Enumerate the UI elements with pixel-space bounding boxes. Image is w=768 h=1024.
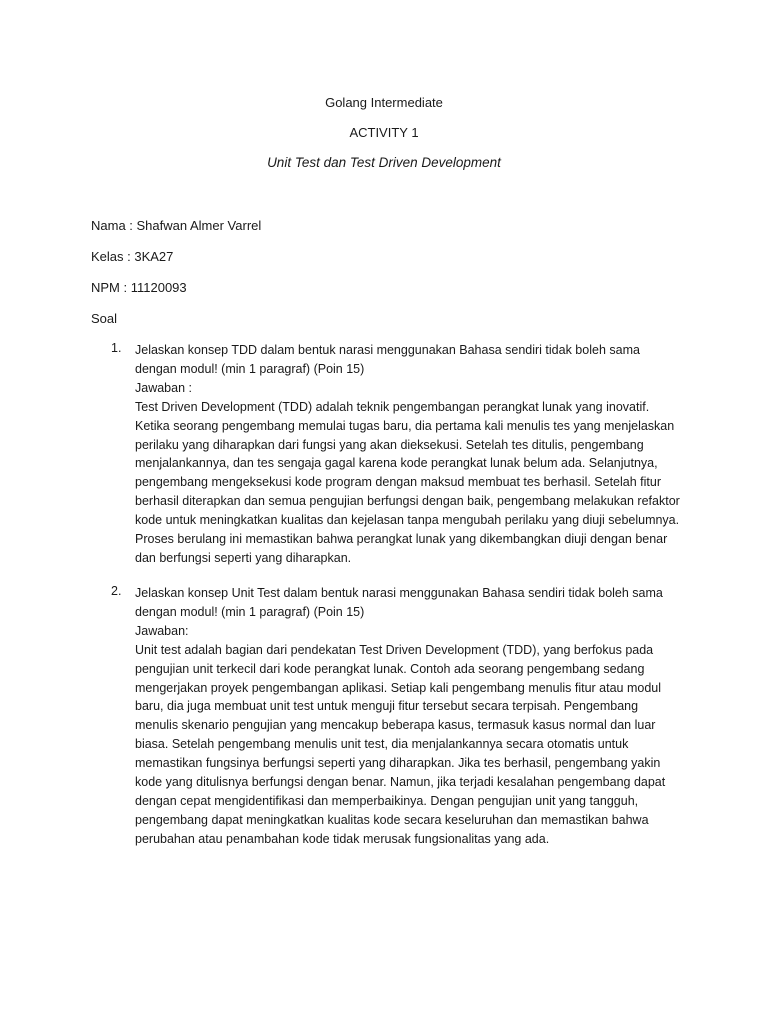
question-body	[135, 341, 683, 568]
question-number: 1.	[111, 341, 122, 355]
answer-text: Unit test adalah bagian dari pendekatan Test Driven Development (TDD), yang berfokus pada pengujian unit terkecil dari kode perangkat lunak. Contoh ada seorang pengembang sedang mengerjakan proyek pengembangan aplikasi. Setiap kali pengembang menulis fitur atau modul baru, dia juga membuat unit test untuk menguji fitur tersebut secara terpisah. Pengembang menulis skenario pengujian yang mencakup beberapa kasus, termasuk kasus normal dan luar biasa. Setelah pengembang menulis unit test, dia menjalankannya secara otomatis untuk memastikan fungsinya berfungsi seperti yang diharapkan. Jika tes berhasil, pengembang yakin kode yang ditulisnya berfungsi dengan benar. Namun, jika terjadi kesalahan pengembang dapat dengan cepat mengidentifikasi dan memperbaikinya. Dengan pengujian unit yang tangguh, pengembang dapat meningkatkan kualitas kode secara keseluruhan dan memastikan bahwa perubahan atau penambahan kode tidak merusak fungsionalitas yang ada.	[135, 642, 666, 846]
question-prompt: Jelaskan konsep TDD dalam bentuk narasi menggunakan Bahasa sendiri tidak boleh sama dengan modul! (min 1 paragraf) (Poin 15)	[135, 343, 640, 376]
question-body	[135, 584, 683, 849]
answer-label: Jawaban :	[135, 380, 192, 395]
soal-label: Soal	[91, 311, 118, 326]
answer-label: Jawaban:	[135, 623, 189, 638]
document-title: Golang Intermediate	[325, 95, 443, 110]
document-subtitle: Unit Test dan Test Driven Development	[267, 155, 501, 170]
answer-text: Test Driven Development (TDD) adalah teknik pengembangan perangkat lunak yang inovatif. Ketika seorang pengembang memulai tugas baru, dia pertama kali menulis tes yang menjelaskan perilaku yang diharapkan dari fungsi yang akan dieksekusi. Setelah tes ditulis, pengembang menjalankannya, dan tes sengaja gagal karena kode perangkat lunak belum ada. Selanjutnya, pengembang mengeksekusi kode program dengan maksud membuat tes berhasil. Setelah fitur berhasil diterapkan dan semua pengujian berfungsi dengan baik, pengembang melakukan refaktor kode untuk meningkatkan kualitas dan kejelasan tanpa mengubah perilaku yang diuji sebelumnya. Proses berulang ini memastikan bahwa perangkat lunak yang dikembangkan diuji dengan benar dan berfungsi seperti yang diharapkan.	[135, 399, 680, 565]
student-class: Kelas : 3KA27	[91, 249, 174, 264]
question-prompt: Jelaskan konsep Unit Test dalam bentuk narasi menggunakan Bahasa sendiri tidak boleh sama dengan modul! (min 1 paragraf) (Poin 15)	[135, 586, 663, 619]
student-npm: NPM : 11120093	[91, 280, 187, 295]
activity-heading: ACTIVITY 1	[349, 125, 419, 140]
question-number: 2.	[111, 584, 122, 598]
student-name: Nama : Shafwan Almer Varrel	[91, 218, 262, 233]
